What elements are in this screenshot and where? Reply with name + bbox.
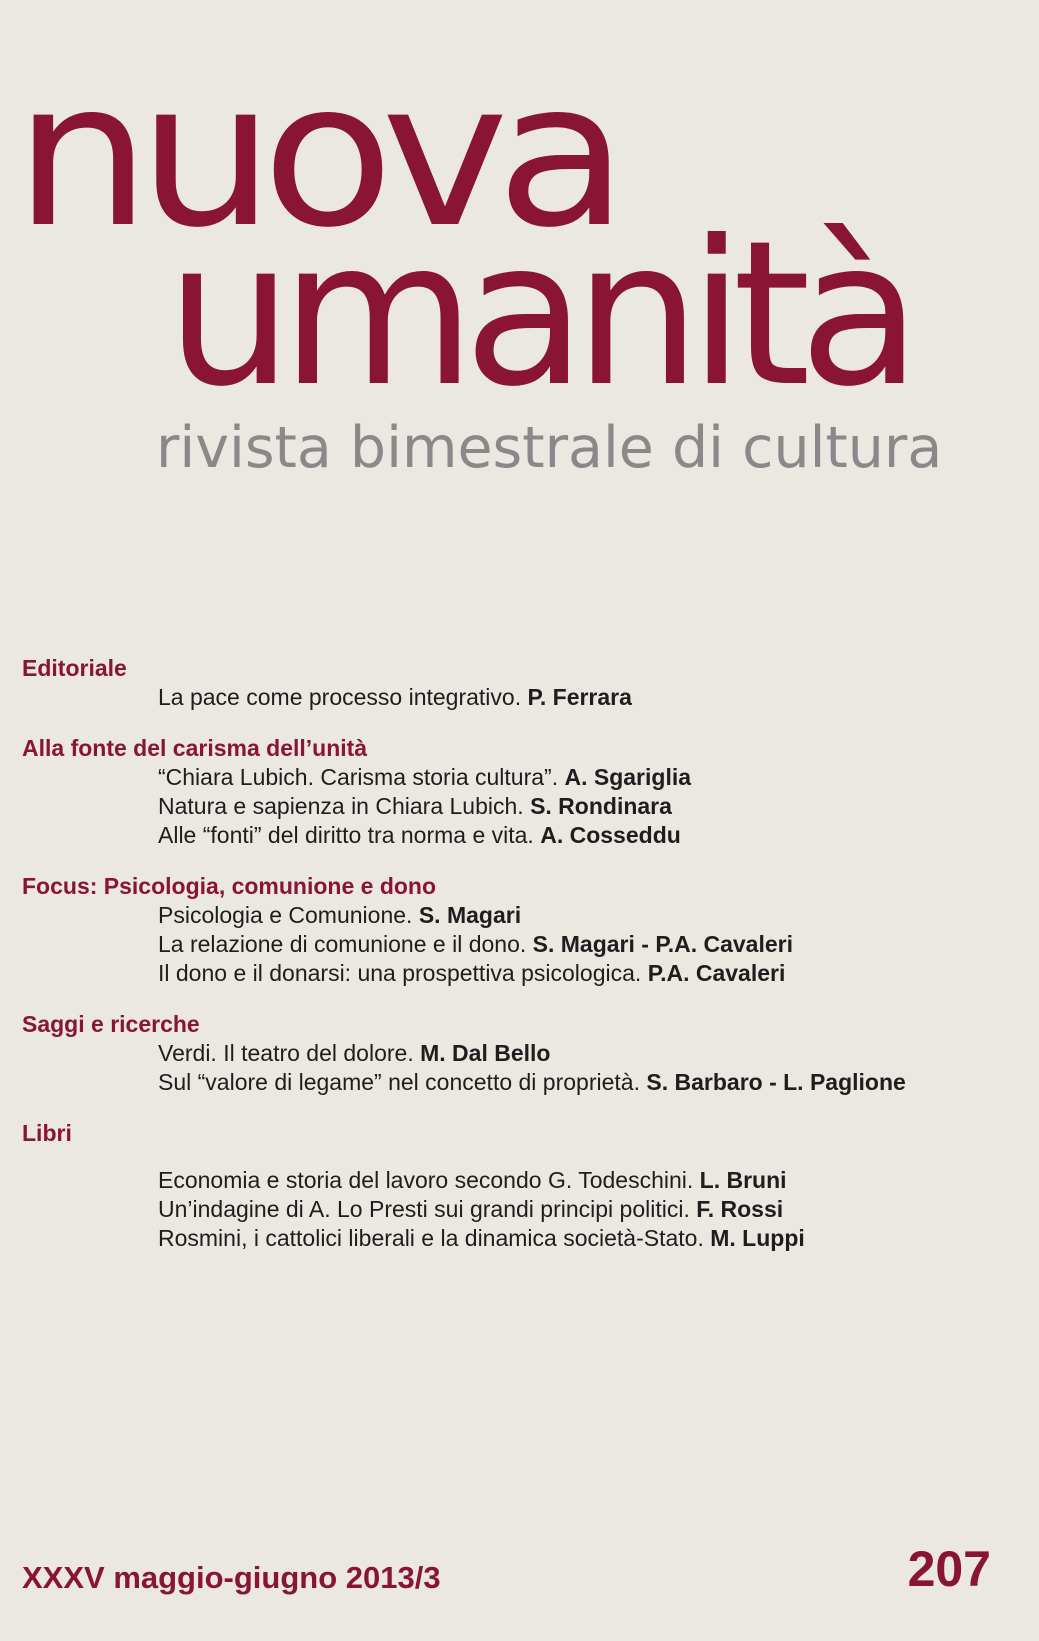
entry-title: “Chiara Lubich. Carisma storia cultura”.: [158, 764, 559, 790]
entry-title: Il dono e il donarsi: una prospettiva psicologica.: [158, 960, 642, 986]
toc-section-editoriale: [22, 654, 1002, 712]
entry-title: La pace come processo integrativo.: [158, 684, 522, 710]
toc-entry: [158, 1068, 1002, 1097]
magazine-title-line-2: umanità: [166, 198, 910, 431]
magazine-subtitle: rivista bimestrale di cultura: [156, 415, 943, 481]
issue-volume-date: XXXV maggio-giugno 2013/3: [22, 1560, 441, 1595]
toc-entry: [158, 930, 1002, 959]
table-of-contents: [22, 654, 1002, 1275]
section-heading: Libri: [22, 1120, 72, 1146]
entry-author: S. Magari: [418, 902, 522, 928]
entry-author: P.A. Cavaleri: [647, 960, 786, 986]
entry-title: Verdi. Il teatro del dolore.: [158, 1040, 414, 1066]
toc-entry: [158, 792, 1002, 821]
toc-entry: [158, 1224, 1002, 1253]
entry-title: Un’indagine di A. Lo Presti sui grandi principi politici.: [158, 1196, 690, 1222]
toc-entry: [158, 1195, 1002, 1224]
toc-section-focus: [22, 872, 1002, 988]
toc-entry: [158, 1166, 1002, 1195]
section-heading: Focus: Psicologia, comunione e dono: [22, 873, 437, 899]
magazine-title-line-1: nuova: [14, 39, 616, 272]
entry-title: Rosmini, i cattolici liberali e la dinamica società-Stato.: [158, 1225, 704, 1251]
section-heading: Editoriale: [22, 655, 127, 681]
issue-number: 207: [907, 1541, 991, 1597]
entry-author: S. Magari - P.A. Cavaleri: [532, 931, 793, 957]
entry-author: M. Dal Bello: [420, 1040, 551, 1066]
entry-author: L. Bruni: [699, 1167, 787, 1193]
toc-entry: [158, 901, 1002, 930]
entry-title: Economia e storia del lavoro secondo G. Todeschini.: [158, 1167, 694, 1193]
toc-entry: [158, 1039, 1002, 1068]
toc-entry: [158, 959, 1002, 988]
entry-author: M. Luppi: [710, 1225, 805, 1251]
entries-spacer: [22, 1148, 1002, 1166]
entry-title: Psicologia e Comunione.: [158, 902, 413, 928]
toc-entry: [158, 683, 1002, 712]
section-heading: Alla fonte del carisma dell’unità: [22, 735, 368, 761]
entry-title: Sul “valore di legame” nel concetto di proprietà.: [158, 1069, 640, 1095]
entry-author: A. Cosseddu: [540, 822, 681, 848]
toc-section-libri: [22, 1119, 1002, 1253]
toc-entry: [158, 763, 1002, 792]
entry-author: S. Rondinara: [530, 793, 672, 819]
entry-title: Alle “fonti” del diritto tra norma e vita.: [158, 822, 534, 848]
entry-author: P. Ferrara: [527, 684, 632, 710]
toc-section-alla-fonte: [22, 734, 1002, 850]
entry-title: La relazione di comunione e il dono.: [158, 931, 527, 957]
toc-section-saggi: [22, 1010, 1002, 1097]
toc-entry: [158, 821, 1002, 850]
entry-author: A. Sgariglia: [564, 764, 692, 790]
entry-author: F. Rossi: [696, 1196, 784, 1222]
entry-author: S. Barbaro - L. Paglione: [646, 1069, 906, 1095]
entry-title: Natura e sapienza in Chiara Lubich.: [158, 793, 524, 819]
section-heading: Saggi e ricerche: [22, 1011, 200, 1037]
